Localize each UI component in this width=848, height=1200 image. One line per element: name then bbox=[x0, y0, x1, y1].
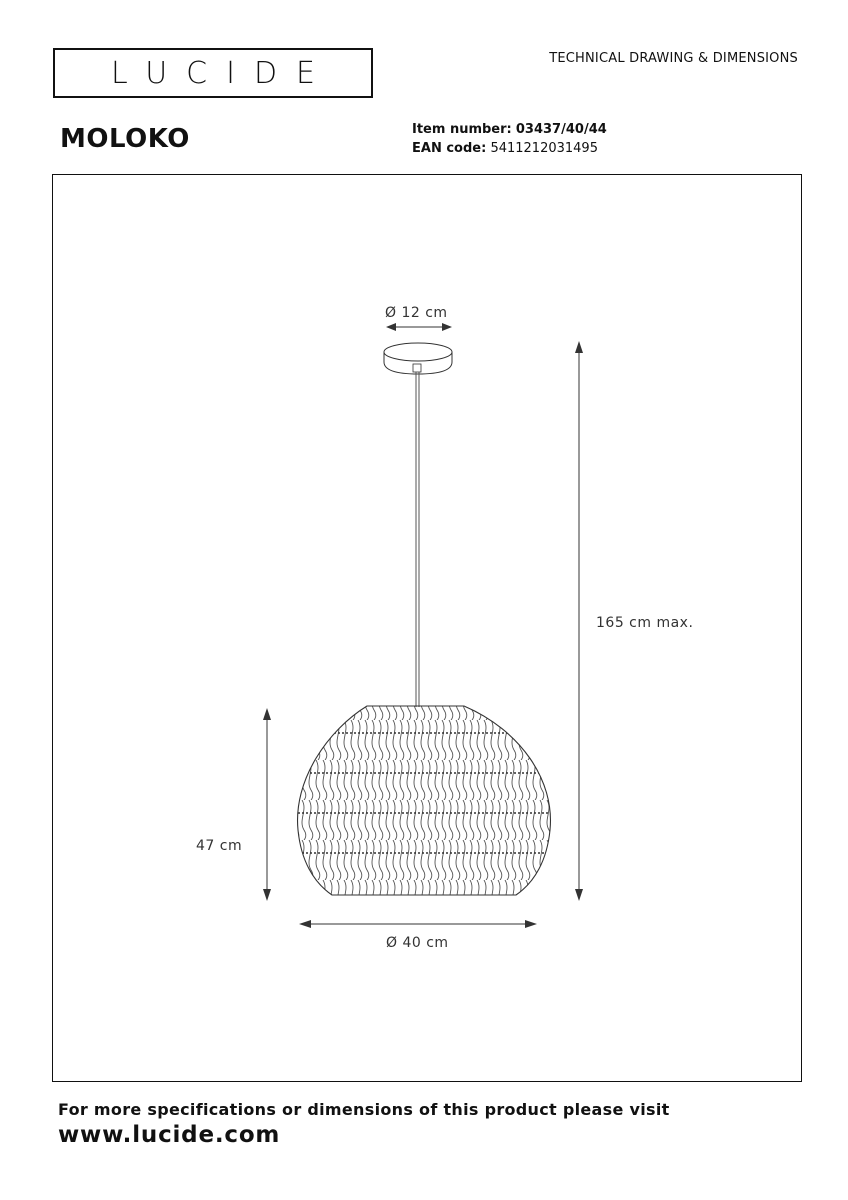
total-height-label: 165 cm max. bbox=[596, 615, 694, 631]
ean-label: EAN code: bbox=[412, 141, 487, 156]
shade-height-arrow bbox=[263, 708, 271, 901]
total-height-arrow bbox=[575, 341, 583, 901]
item-number-label: Item number: bbox=[412, 122, 512, 137]
footer-website-link[interactable]: www.lucide.com bbox=[58, 1122, 281, 1148]
canopy-diameter-label: Ø 12 cm bbox=[385, 305, 448, 321]
brand-logo-text: LUCIDE bbox=[110, 56, 335, 91]
lamp-shade bbox=[290, 700, 560, 900]
product-name: MOLOKO bbox=[60, 124, 190, 154]
ean-value: 5411212031495 bbox=[490, 141, 598, 156]
item-number-value: 03437/40/44 bbox=[515, 122, 607, 137]
suspension-cable bbox=[416, 372, 419, 707]
shade-diameter-arrow bbox=[299, 920, 537, 928]
shade-diameter-label: Ø 40 cm bbox=[386, 935, 449, 951]
shade-height-label: 47 cm bbox=[196, 838, 243, 854]
footer-note: For more specifications or dimensions of this product please visit bbox=[58, 1100, 670, 1119]
canopy-diameter-arrow bbox=[386, 323, 452, 331]
document-heading: TECHNICAL DRAWING & DIMENSIONS bbox=[549, 51, 798, 66]
ceiling-canopy bbox=[384, 343, 452, 374]
